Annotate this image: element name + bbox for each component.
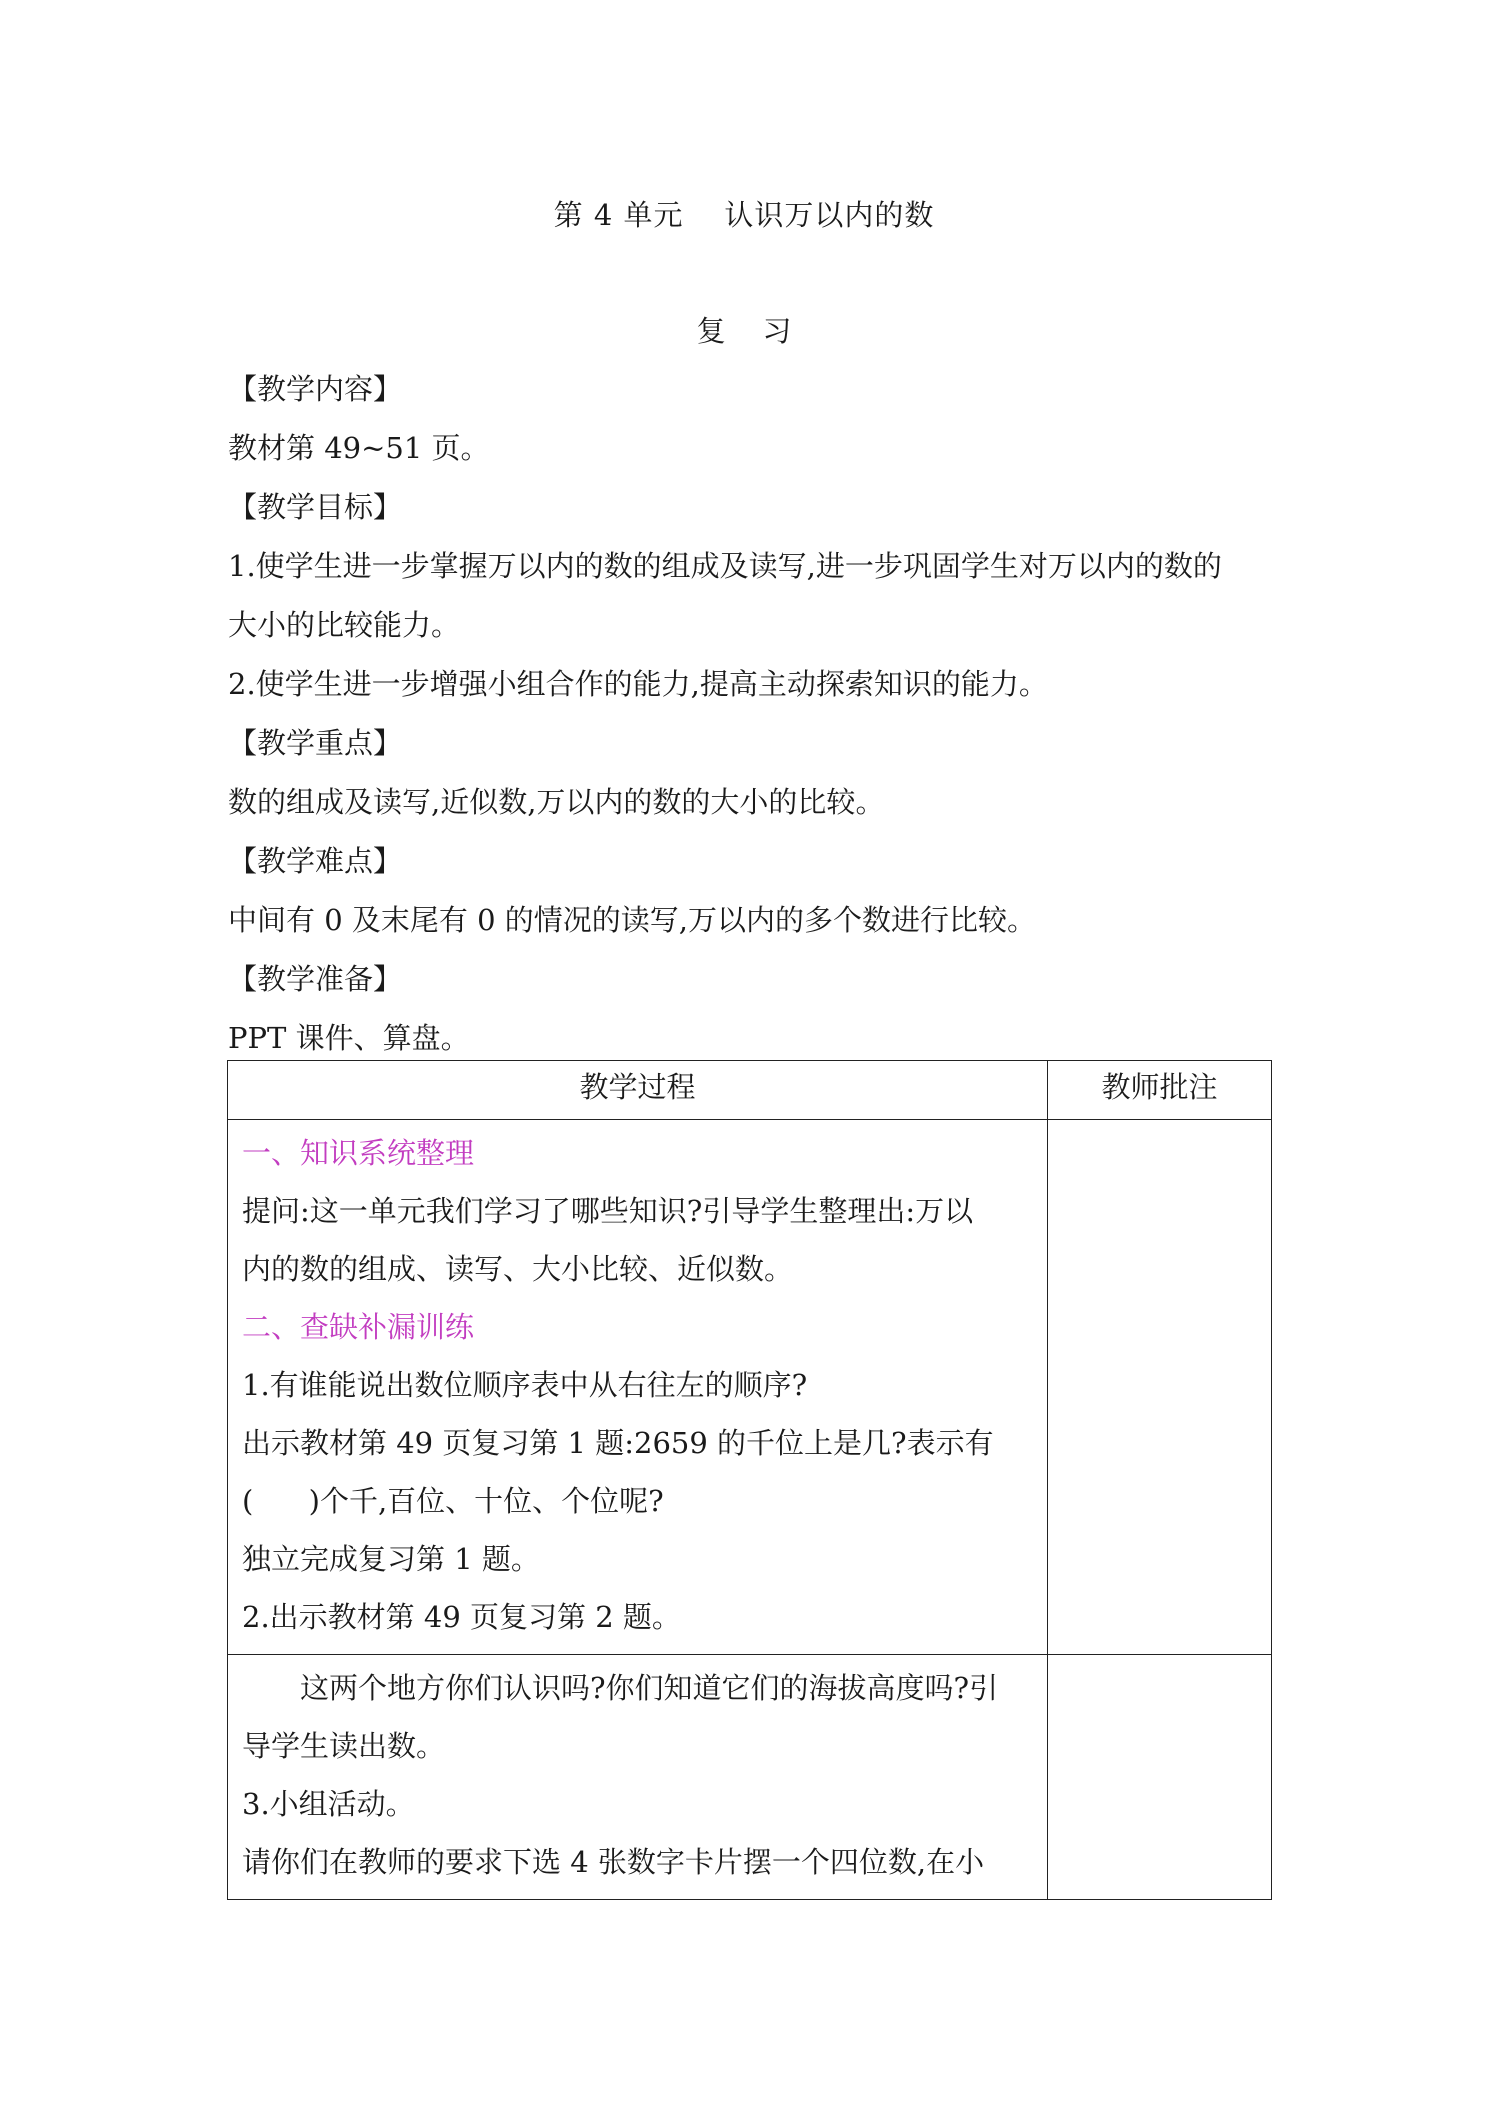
process-line: 出示教材第 49 页复习第 1 题:2659 的千位上是几?表示有 (242, 1426, 994, 1460)
process-line: ( )个千,百位、十位、个位呢? (242, 1484, 664, 1518)
section-heading-content: 【教学内容】 (228, 372, 403, 406)
goals-text-2: 2.使学生进一步增强小组合作的能力,提高主动探索知识的能力。 (228, 667, 1048, 701)
header-teacher-notes: 教师批注 (1048, 1061, 1272, 1120)
header-teaching-process: 教学过程 (228, 1061, 1048, 1120)
section-heading-key-points: 【教学重点】 (228, 726, 403, 760)
section-heading-review: 一、知识系统整理 (242, 1136, 475, 1170)
goals-text-1a: 1.使学生进一步掌握万以内的数的组成及读写,进一步巩固学生对万以内的数的 (228, 549, 1222, 583)
process-line: 独立完成复习第 1 题。 (242, 1542, 540, 1576)
goals-text-1b: 大小的比较能力。 (228, 608, 461, 642)
process-line: 导学生读出数。 (242, 1729, 446, 1763)
lesson-title: 复 习 (696, 314, 792, 348)
process-line: 2.出示教材第 49 页复习第 2 题。 (242, 1600, 681, 1634)
unit-title: 第 4 单元 认识万以内的数 (553, 198, 935, 232)
section-heading-practice: 二、查缺补漏训练 (242, 1310, 475, 1344)
process-line: 3.小组活动。 (242, 1787, 415, 1821)
process-cell (228, 1120, 1048, 1655)
process-line: 这两个地方你们认识吗?你们知道它们的海拔高度吗?引 (300, 1671, 999, 1705)
section-heading-goals: 【教学目标】 (228, 490, 403, 524)
table-row (228, 1120, 1272, 1655)
process-line: 1.有谁能说出数位顺序表中从右往左的顺序? (242, 1368, 808, 1402)
section-heading-preparation: 【教学准备】 (228, 962, 403, 996)
process-cell (228, 1655, 1048, 1900)
content-text: 教材第 49~51 页。 (228, 431, 490, 465)
key-points-text: 数的组成及读写,近似数,万以内的数的大小的比较。 (228, 785, 885, 819)
process-line: 内的数的组成、读写、大小比较、近似数。 (242, 1252, 794, 1286)
teacher-notes-cell (1048, 1120, 1272, 1655)
preparation-text: PPT 课件、算盘。 (228, 1021, 470, 1055)
table-header-row (228, 1061, 1272, 1120)
lesson-plan-body (228, 360, 1278, 1068)
teaching-process-table (227, 1060, 1272, 1900)
process-line: 提问:这一单元我们学习了哪些知识?引导学生整理出:万以 (242, 1194, 974, 1228)
difficulties-text: 中间有 0 及末尾有 0 的情况的读写,万以内的多个数进行比较。 (228, 903, 1036, 937)
section-heading-difficulties: 【教学难点】 (228, 844, 403, 878)
teacher-notes-cell (1048, 1655, 1272, 1900)
table-row (228, 1655, 1272, 1900)
process-line: 请你们在教师的要求下选 4 张数字卡片摆一个四位数,在小 (242, 1845, 985, 1879)
